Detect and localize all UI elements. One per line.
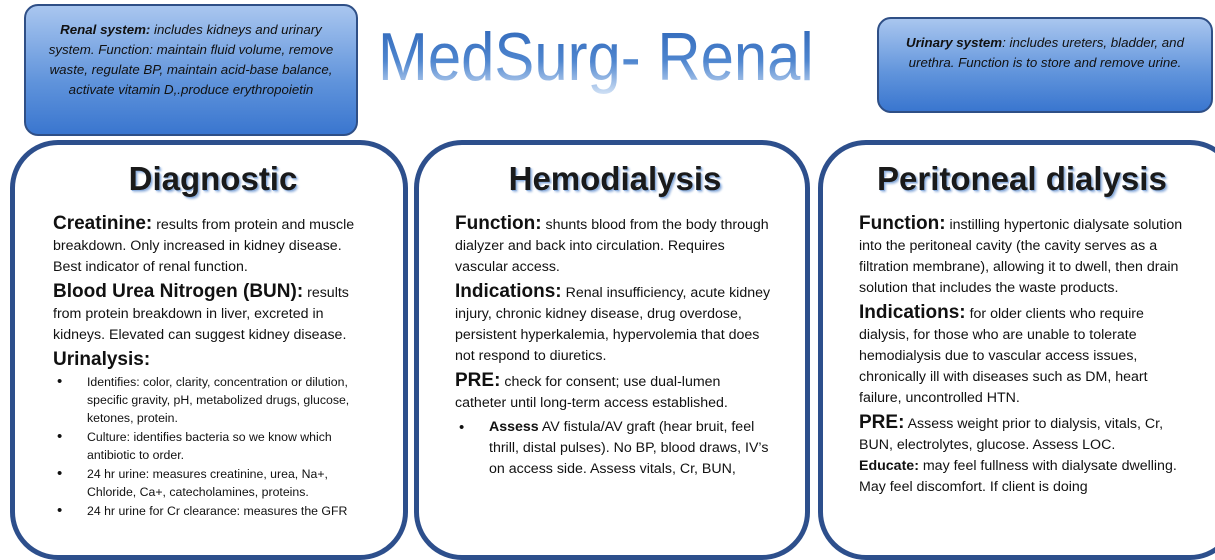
list-item: • Assess AV fistula/AV graft (hear bruit, feel thrill, distal pulses). No BP, blood draws, IV’s on access side. Assess vitals, Cr, BUN, <box>455 417 775 480</box>
list-item: • 24 hr urine: measures creatinine, urea, Na+, Chloride, Ca+, catecholamines, proteins. <box>53 465 373 501</box>
list-item: • Identifies: color, clarity, concentration or dilution, specific gravity, pH, metabolized drugs, glucose, ketones, protein. <box>53 373 373 427</box>
bun-entry: Blood Urea Nitrogen (BUN): results from protein breakdown in liver, excreted in kidneys. Elevated can suggest kidney disease. <box>53 281 349 343</box>
urinary-system-callout: Urinary system: includes ureters, bladder, and urethra. Function is to store and remove urine. <box>877 17 1213 113</box>
peritoneal-content <box>859 213 1189 498</box>
pre-entry: PRE: check for consent; use dual-lumen catheter until long-term access established. <box>455 370 728 411</box>
panel-title: Hemodialysis <box>508 160 722 197</box>
panel-title: Diagnostic <box>128 160 298 197</box>
pre-list <box>455 417 775 480</box>
panel-title: Peritoneal dialysis <box>877 160 1167 197</box>
diagnostic-panel <box>10 140 408 560</box>
urinalysis-list <box>53 373 373 520</box>
function-entry: Function: instilling hypertonic dialysate solution into the peritoneal cavity (the cavity serves as a filtration membrane), allowing it to dwell, then drain solution that includes the waste products. <box>859 213 1183 296</box>
creatinine-entry: Creatinine: results from protein and muscle breakdown. Only increased in kidney disease. Best indicator of renal function. <box>53 213 355 275</box>
indications-entry: Indications: Renal insufficiency, acute kidney injury, chronic kidney disease, drug overdose, persistent hyperkalemia, hypervolemia that does not respond to diuretics. <box>455 281 771 364</box>
page-title: MedSurg- Renal <box>378 19 814 95</box>
list-item: • 24 hr urine for Cr clearance: measures the GFR <box>53 502 373 520</box>
function-entry: Function: shunts blood from the body through dialyzer and back into circulation. Requires vascular access. <box>455 213 769 275</box>
urinalysis-heading: Urinalysis: <box>53 349 151 370</box>
peritoneal-dialysis-panel <box>818 140 1215 560</box>
hemodialysis-panel <box>414 140 810 560</box>
pre-entry: PRE: Assess weight prior to dialysis, vitals, Cr, BUN, electrolytes, glucose. Assess LOC. Educate: may feel fullness with dialysate dwelling. May feel discomfort. If client is doing <box>859 412 1177 495</box>
indications-entry: Indications: for older clients who require dialysis, for those who are unable to tolerate hemodialysis due to vascular access issues, chronically ill with diseases such as DM, heart failure, uncontrolled HTN. <box>859 302 1148 406</box>
list-item: • Culture: identifies bacteria so we know which antibiotic to order. <box>53 428 373 464</box>
renal-system-callout: Renal system: includes kidneys and urinary system. Function: maintain fluid volume, remove waste, regulate BP, maintain acid-base balance, activate vitamin D,.produce erythropoietin <box>24 4 358 136</box>
